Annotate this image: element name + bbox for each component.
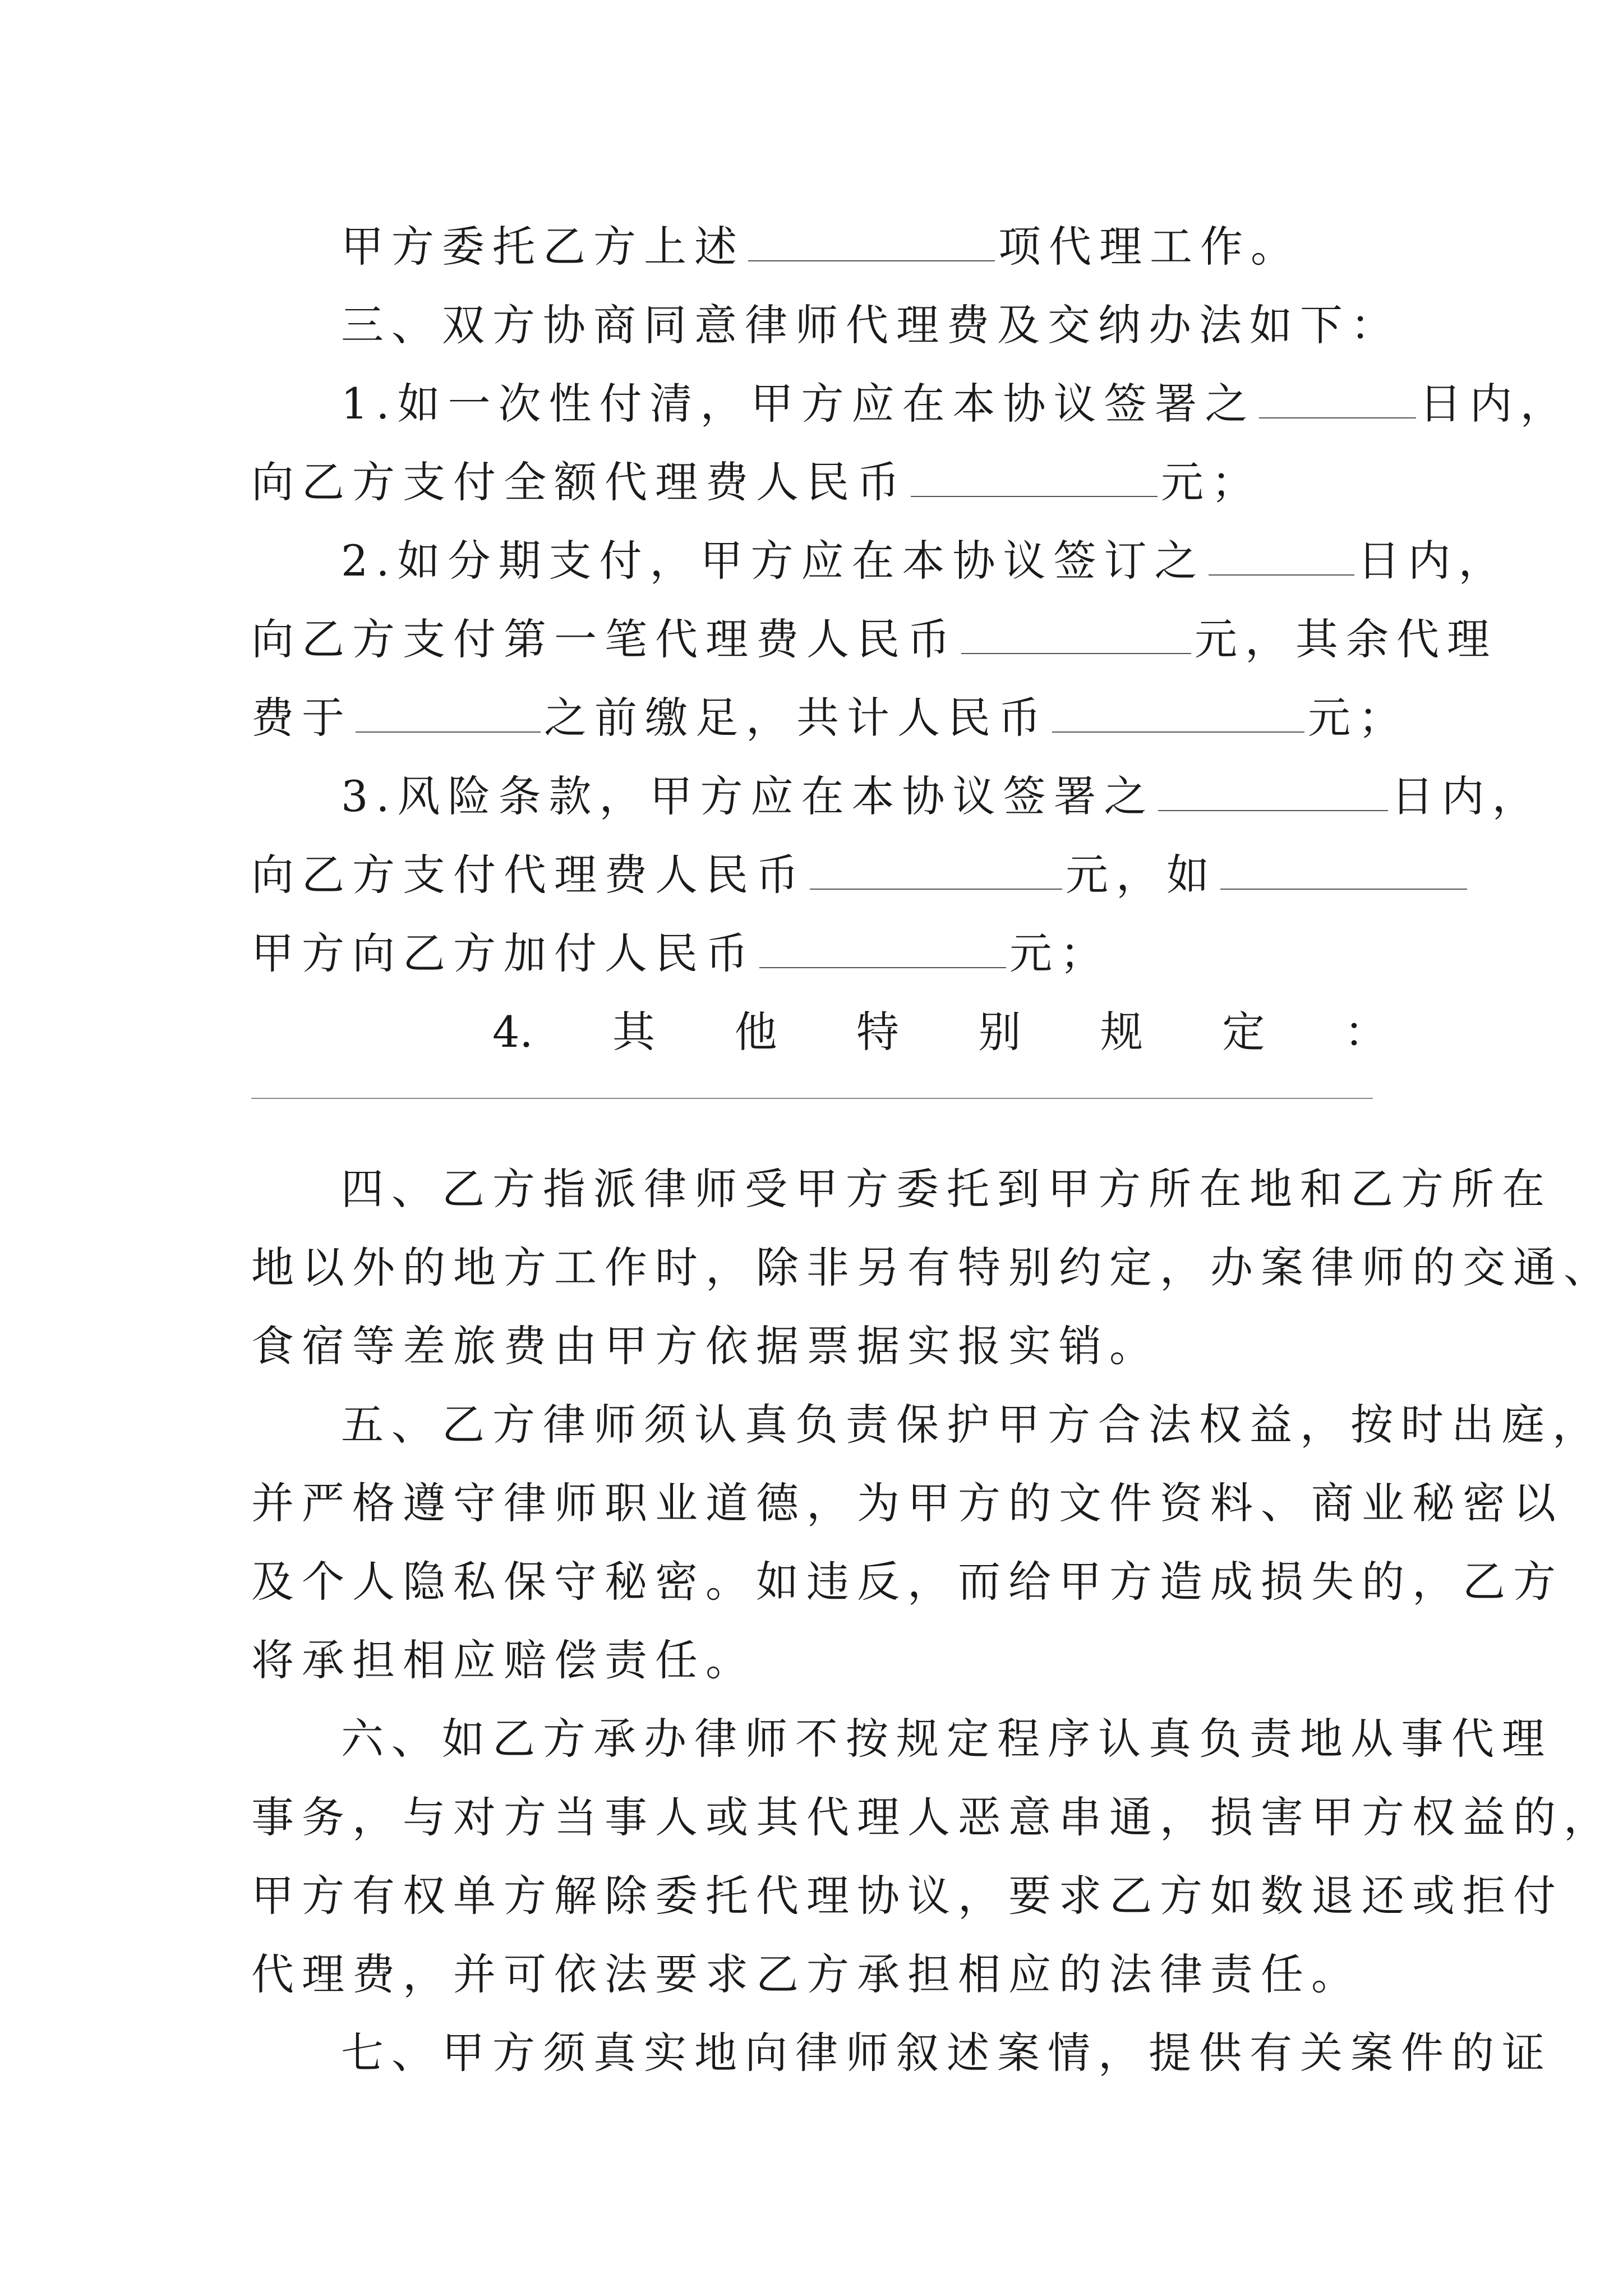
section-heading-4: 四、乙方指派律师受甲方委托到甲方所在地和乙方所在 — [341, 1164, 1552, 1214]
text-line: 费于 之前缴足，共计人民币 元； — [251, 693, 1409, 743]
text-line: 向乙方支付全额代理费人民币 元； — [251, 457, 1262, 507]
fill-blank — [1158, 779, 1388, 811]
text-line: 食宿等差旅费由甲方依据票据实报实销。 — [251, 1321, 1160, 1371]
fill-blank — [961, 622, 1191, 654]
text-line: 及个人隐私保守秘密。如违反，而给甲方造成损失的，乙方 — [251, 1557, 1564, 1607]
text-line: 甲方向乙方加付人民币 元； — [251, 928, 1110, 978]
text-line: 代理费，并可依法要求乙方承担相应的法律责任。 — [251, 1949, 1362, 1999]
fill-blank — [356, 700, 541, 733]
text-line: 向乙方支付代理费人民币 元，如 — [251, 836, 1387, 914]
fill-blank — [748, 229, 995, 261]
fill-blank — [1052, 700, 1304, 733]
text-line: 并严格遵守律师职业道德，为甲方的文件资料、商业秘密以 — [251, 1478, 1564, 1528]
fill-blank — [759, 936, 1006, 968]
text-line: 3.风险条款，甲方应在本协议签署之 日内， — [341, 771, 1543, 821]
fill-blank — [1259, 386, 1416, 418]
text-line: 地以外的地方工作时，除非另有特别约定，办案律师的交通、 — [251, 1243, 1614, 1292]
text-line: 甲方有权单方解除委托代理协议，要求乙方如数退还或拒付 — [251, 1871, 1564, 1921]
text-line: 2.如分期支付，甲方应在本协议签订之 日内， — [341, 536, 1509, 586]
fill-blank — [810, 857, 1062, 890]
fill-blank — [1209, 543, 1354, 576]
fill-blank — [1220, 857, 1467, 890]
section-heading-5: 五、乙方律师须认真负责保护甲方合法权益，按时出庭， — [341, 1400, 1603, 1450]
section-heading-3: 三、双方协商同意律师代理费及交纳办法如下： — [341, 300, 1401, 350]
fill-line — [251, 1098, 1373, 1099]
section-heading-7: 七、甲方须真实地向律师叙述案情，提供有关案件的证 — [341, 2028, 1552, 2078]
text-line: 事务，与对方当事人或其代理人恶意串通，损害甲方权益的， — [251, 1792, 1614, 1842]
fill-blank — [911, 464, 1158, 497]
text-line-other-provisions: 4. 其 他 特 别 规 定 ： — [492, 1007, 1387, 1057]
text-line: 1.如一次性付清，甲方应在本协议签署之 日内， — [341, 379, 1571, 429]
text-line: 甲方委托乙方上述 项代理工作。 — [341, 222, 1301, 272]
text-line: 向乙方支付第一笔代理费人民币 元，其余代理 — [251, 614, 1497, 664]
section-heading-6: 六、如乙方承办律师不按规定程序认真负责地从事代理 — [341, 1714, 1552, 1764]
text-line: 将承担相应赔偿责任。 — [251, 1635, 756, 1685]
